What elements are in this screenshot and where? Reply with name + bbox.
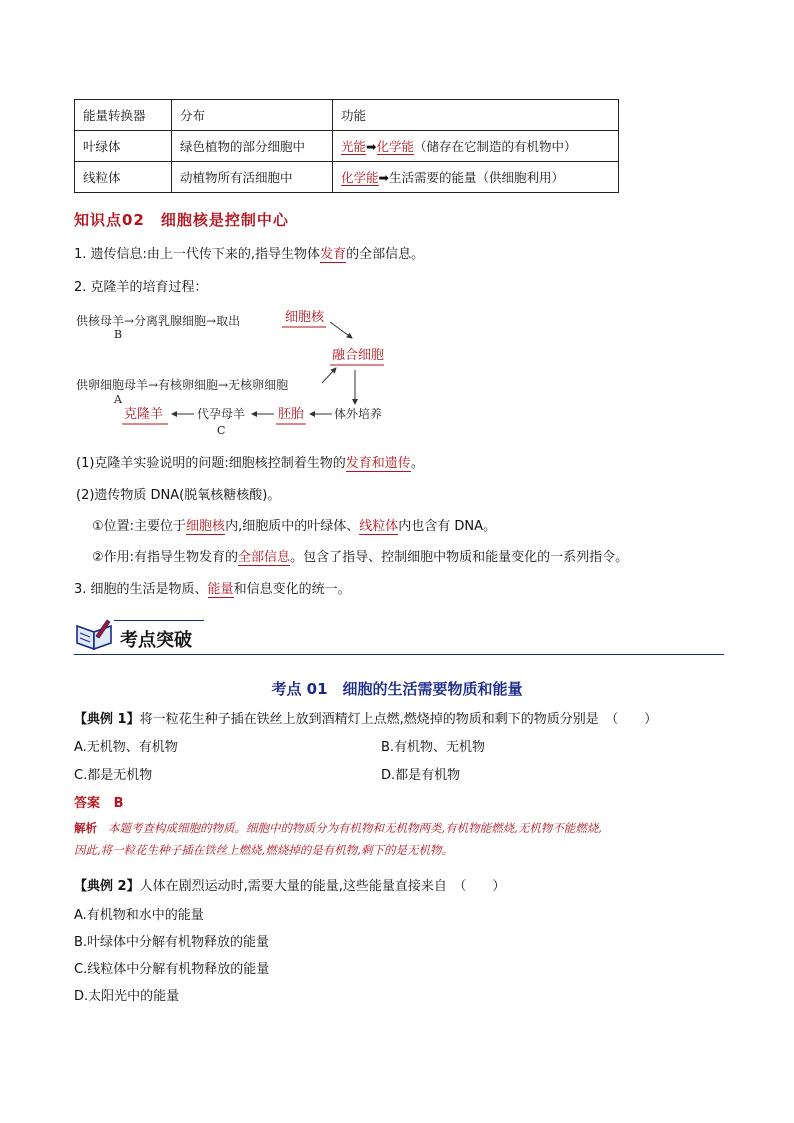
explanation-label: 解析	[74, 821, 97, 835]
dna-position-text	[92, 518, 496, 536]
question-text: 人体在剧烈运动时,需要大量的能量,这些能量直接来自 （ ）	[139, 879, 506, 894]
arrow-glyph: ➡	[366, 139, 377, 154]
answer-label: 答案	[74, 796, 101, 811]
energy-converter-table	[74, 99, 619, 193]
highlight-term: 化学能	[341, 170, 379, 185]
diagram-label-a: A	[114, 393, 122, 406]
question-text: 将一粒花生种子插在铁丝上放到酒精灯上点燃,燃烧掉的物质和剩下的物质分别是 （ ）	[139, 712, 658, 727]
question-2-text: (2)遗传物质 DNA(脱氧核糖核酸)。	[76, 488, 281, 503]
text: 。	[410, 456, 424, 471]
knowledge-point-title: 知识点02 细胞核是控制中心	[74, 211, 289, 229]
highlight-term: 能量	[207, 582, 234, 597]
text: 3. 细胞的生活是物质、	[74, 582, 208, 597]
diagram-surrogate: 代孕母羊	[197, 407, 246, 421]
table-cell: 叶绿体	[75, 131, 172, 162]
option-c: C.线粒体中分解有机物释放的能量	[74, 962, 270, 977]
highlight-term: 光能	[341, 139, 367, 154]
paragraph-1	[74, 246, 424, 264]
table-cell	[333, 131, 619, 162]
paragraph-2: 2. 克隆羊的培育过程：	[74, 280, 208, 295]
section-title: 考点突破	[120, 630, 192, 651]
clone-sheep-diagram	[74, 300, 414, 440]
text: 。包含了指导、控制细胞中物质和能量变化的一系列指令。	[290, 550, 629, 565]
section-divider	[74, 654, 724, 655]
table-cell: 动植物所有活细胞中	[172, 162, 333, 193]
highlight-term: 全部信息	[238, 550, 291, 565]
diagram-clone-sheep: 克隆羊	[124, 407, 164, 422]
text: ②作用:有指导生物发育的	[92, 550, 239, 565]
highlight-term: 化学能	[376, 139, 415, 154]
table-row	[75, 131, 619, 162]
diagram-culture: 体外培养	[334, 407, 383, 421]
example-tag: 【典例 1】	[74, 712, 140, 727]
diagram-label-c: C	[217, 424, 226, 437]
table-header: 分布	[172, 100, 333, 131]
diagram-label-b: B	[114, 328, 123, 341]
option-d: D.太阳光中的能量	[74, 989, 180, 1004]
diagram-fused-cell: 融合细胞	[332, 348, 385, 363]
section-title-rule	[114, 620, 204, 621]
option-b: B.有机物、无机物	[381, 740, 486, 755]
text: 的全部信息。	[346, 247, 425, 262]
paragraph-number: 1.	[74, 247, 87, 262]
option-d: D.都是有机物	[381, 768, 461, 783]
example-2-question	[74, 878, 505, 896]
table-cell: 线粒体	[75, 162, 172, 193]
open-book-icon	[74, 616, 116, 652]
paragraph-3	[74, 581, 351, 599]
table-row	[75, 162, 619, 193]
highlight-term: 线粒体	[359, 519, 399, 534]
highlight-term: 细胞核	[186, 519, 226, 534]
table-header: 功能	[333, 100, 619, 131]
diagram-embryo: 胚胎	[278, 407, 305, 422]
explanation-text: 因此,将一粒花生种子插在铁丝上燃烧,燃烧掉的是有机物,剩下的是无机物。	[74, 843, 453, 857]
answer-value: B	[113, 796, 124, 811]
answer-line	[74, 795, 124, 813]
example-tag: 【典例 2】	[74, 879, 140, 894]
option-c: C.都是无机物	[74, 768, 153, 783]
option-a: A.无机物、有机物	[74, 740, 178, 755]
table-cell: 绿色植物的部分细胞中	[172, 131, 333, 162]
cell-text: 生活需要的能量（供细胞利用）	[389, 170, 565, 185]
text: 遗传信息:由上一代传下来的,指导生物体	[90, 247, 321, 262]
table-header: 能量转换器	[75, 100, 172, 131]
explanation-text: 本题考查构成细胞的物质。细胞中的物质分为有机物和无机物两类,有机物能燃烧,无机物不能燃烧,	[107, 821, 602, 835]
text: 和信息变化的统一。	[233, 582, 351, 597]
highlight-term: 发育和遗传	[345, 456, 411, 471]
question-1-text	[76, 455, 424, 473]
table-cell	[333, 162, 619, 193]
text: 内也含有 DNA。	[398, 519, 496, 534]
topic-title: 考点 01 细胞的生活需要物质和能量	[271, 680, 523, 698]
option-a: A.有机物和水中的能量	[74, 908, 204, 923]
text: 内,细胞质中的叶绿体、	[225, 519, 360, 534]
cell-text: （储存在它制造的有机物中）	[414, 139, 577, 154]
option-b: B.叶绿体中分解有机物释放的能量	[74, 935, 270, 950]
table-header-row	[75, 100, 619, 131]
diagram-text-row1: 供核母羊→分离乳腺细胞→取出	[76, 314, 241, 328]
diagram-nucleus: 细胞核	[285, 310, 325, 325]
text: ①位置:主要位于	[92, 519, 187, 534]
text: (1)克隆羊实验说明的问题:细胞核控制着生物的	[76, 456, 346, 471]
explanation	[74, 817, 734, 861]
diagram-arrow	[330, 322, 352, 338]
example-1-question	[74, 711, 657, 729]
highlight-term: 发育	[320, 247, 347, 262]
arrow-glyph: ➡	[378, 170, 389, 185]
diagram-arrow	[322, 368, 336, 383]
dna-function-text	[92, 549, 628, 567]
diagram-text-row2: 供卵细胞母羊→有核卵细胞→无核卵细胞	[76, 378, 289, 392]
